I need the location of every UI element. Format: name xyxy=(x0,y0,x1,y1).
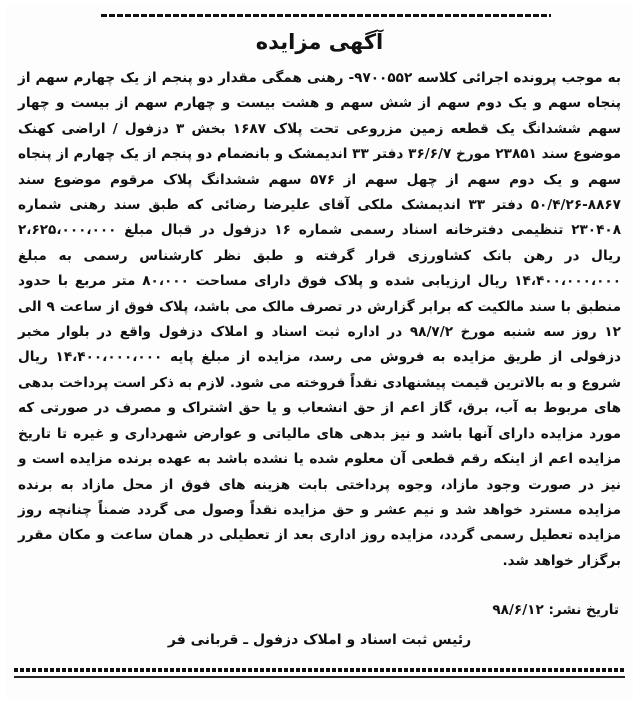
bottom-divider xyxy=(14,668,625,672)
auction-notice xyxy=(6,4,633,699)
top-divider xyxy=(101,14,551,17)
notice-title: آگهی مزایده xyxy=(255,30,384,54)
notice-body: به موجب پرونده اجرائی کلاسه ۹۷۰۰۵۵۲- رهنی همگی مقدار دو پنجم از یک چهارم سهم از پنجاه سهم و یک دوم سهم از شش سهم و هشت بیست و چهارم سهم از بیست و چهار سهم ششدانگ یک قطعه زمین مزروعی تحت پلاک ۱۶۸۷ بخش ۳ دزفول / اراضی کهنک موضوع سند ۲۳۸۵۱ مورخ ۳۶/۶/۷ دفتر ۳۳ اندیمشک و بانضمام دو پنجم از یک چهارم از پنجاه سهم و یک دوم سهم از چهل سهم از ۵۷۶ سهم ششدانگ پلاک مرقوم موضوع سند ۸۸۶۷-۵۰/۴/۲۶ دفتر ۳۳ اندیمشک ملکی آقای علیرضا رضائی که طبق سند رهنی شماره ۲۳۰۴۰۸ تنظیمی دفترخانه اسناد رسمی شماره ۱۶ دزفول در قبال مبلغ ۲،۶۲۵،۰۰۰،۰۰۰ ریال در رهن بانک کشاورزی قرار گرفته و طبق نظر کارشناس رسمی به مبلغ ۱۴،۴۰۰،۰۰۰،۰۰۰ ریال ارزیابی شده و پلاک فوق دارای مساحت ۸۰،۰۰۰ متر مربع با حدود منطبق با سند مالکیت که برابر گزارش در تصرف مالک می باشد، پلاک فوق از ساعت ۹ الی ۱۲ روز سه شنبه مورخ ۹۸/۷/۲ در اداره ثبت اسناد و املاک دزفول واقع در بلوار مخبر دزفولی از طریق مزایده به فروش می رسد، مزایده از مبلغ پایه ۱۴،۴۰۰،۰۰۰،۰۰۰ ریال شروع و به بالاترین قیمت پیشنهادی نقداً فروخته می شود. لازم به ذکر است پرداخت بدهی های مربوط به آب، برق، گاز اعم از حق انشعاب و یا حق اشتراک و مصرف در صورتی که مورد مزایده دارای آنها باشد و نیز بدهی های مالیاتی و عوارض شهرداری و غیره تا تاریخ مزایده اعم از اینکه رقم قطعی آن معلوم شده یا نشده باشد به عهده برنده مزایده است و نیز در صورت وجود مازاد، وجوه پرداختی بابت هزینه های فوق از محل مازاد به برنده مزایده مسترد خواهد شد و نیم عشر و حق مزایده نقداً وصول می گردد ضمناً چنانچه روز مزایده تعطیل رسمی گردد، مزایده روز اداری بعد از تعطیلی در همان ساعت و مکان مقرر برگزار خواهد شد. xyxy=(18,70,622,569)
publish-date: تاریخ نشر: ۹۸/۶/۱۲ xyxy=(492,602,619,618)
bottom-border-line xyxy=(14,676,625,678)
signature: رئیس ثبت اسناد و املاک دزفول ـ قربانی فر xyxy=(167,632,472,648)
